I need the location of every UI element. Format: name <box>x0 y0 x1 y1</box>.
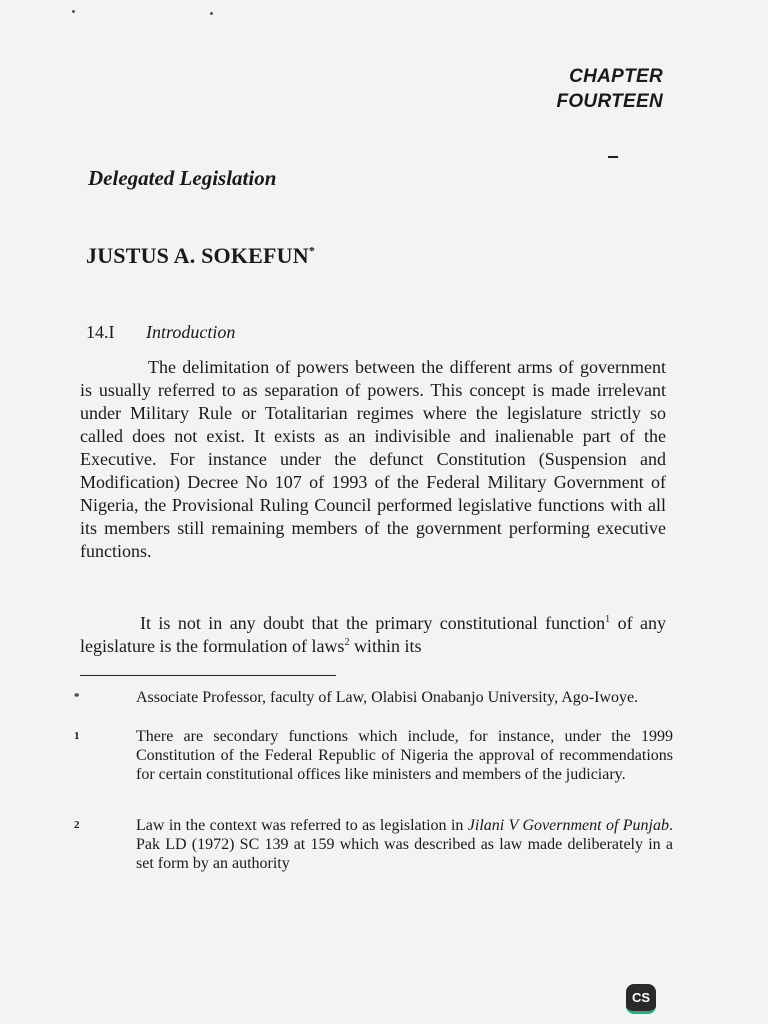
paragraph-2-part1: It is not in any doubt that the primary constitutional function <box>140 613 606 633</box>
scan-speck <box>72 10 75 13</box>
dash-mark <box>608 156 618 158</box>
footnote-text-after: . Pak LD (1972) SC 139 at 159 which was described as law made deliberately in a set form by an authority <box>136 817 674 872</box>
paragraph-2 <box>80 612 666 658</box>
paragraph-2-part2: of any legislature is the formulation of laws <box>80 613 667 656</box>
footnote-marker: 1 <box>74 730 80 742</box>
author-footnote-mark: * <box>308 243 316 258</box>
paragraph-2-text <box>80 612 666 658</box>
footnote-ref-1: 1 <box>605 614 611 625</box>
footnote-marker: 2 <box>74 819 80 831</box>
section-title: Introduction <box>146 322 236 342</box>
paragraph-2-part3: within its <box>349 636 422 656</box>
chapter-heading <box>556 64 663 114</box>
chapter-title: Delegated Legislation <box>88 166 277 190</box>
chapter-label: CHAPTER <box>569 66 663 87</box>
paragraph-1-text: The delimitation of powers between the different arms of government is usually referred to as separation of powers. This concept is made irrelevant under Military Rule or Totalitarian regimes where the legislature strictly so called does not exist. It exists as an indivisible and inalienable part of the Executive. For instance under the defunct Constitution (Suspension and Modification) Decree No 107 of 1993 of the Federal Military Government of Nigeria, the Provisional Ruling Council performed legislative functions with all its members still remaining members of the government performing executive functions. <box>80 357 666 561</box>
case-name: Jilani V Government of Punjab <box>467 817 670 834</box>
footnote-text: Associate Professor, faculty of Law, Olabisi Onabanjo University, Ago-Iwoye. <box>136 689 639 706</box>
footnote-text-before: Law in the context was referred to as legislation in <box>136 817 468 834</box>
paragraph-1 <box>80 356 666 563</box>
footnote-ref-2: 2 <box>344 637 350 648</box>
camscanner-logo-icon: CS <box>626 984 656 1014</box>
footnote-2 <box>74 816 674 873</box>
footnote-1 <box>74 727 673 784</box>
section-heading <box>86 322 235 343</box>
chapter-number: FOURTEEN <box>556 91 663 112</box>
footnote-divider <box>80 675 336 676</box>
author-name <box>86 243 315 269</box>
footnote-text: There are secondary functions which include, for instance, under the 1999 Constitution of the Federal Republic of Nigeria the approval of recommendations for certain constitutional offices like ministers and members of the judiciary. <box>136 728 673 783</box>
author-name-text: JUSTUS A. SOKEFUN <box>86 243 309 268</box>
footnote-marker: * <box>74 691 80 703</box>
section-number: 14.I <box>86 322 115 342</box>
scan-speck <box>210 12 213 15</box>
footnote-author <box>74 688 673 707</box>
